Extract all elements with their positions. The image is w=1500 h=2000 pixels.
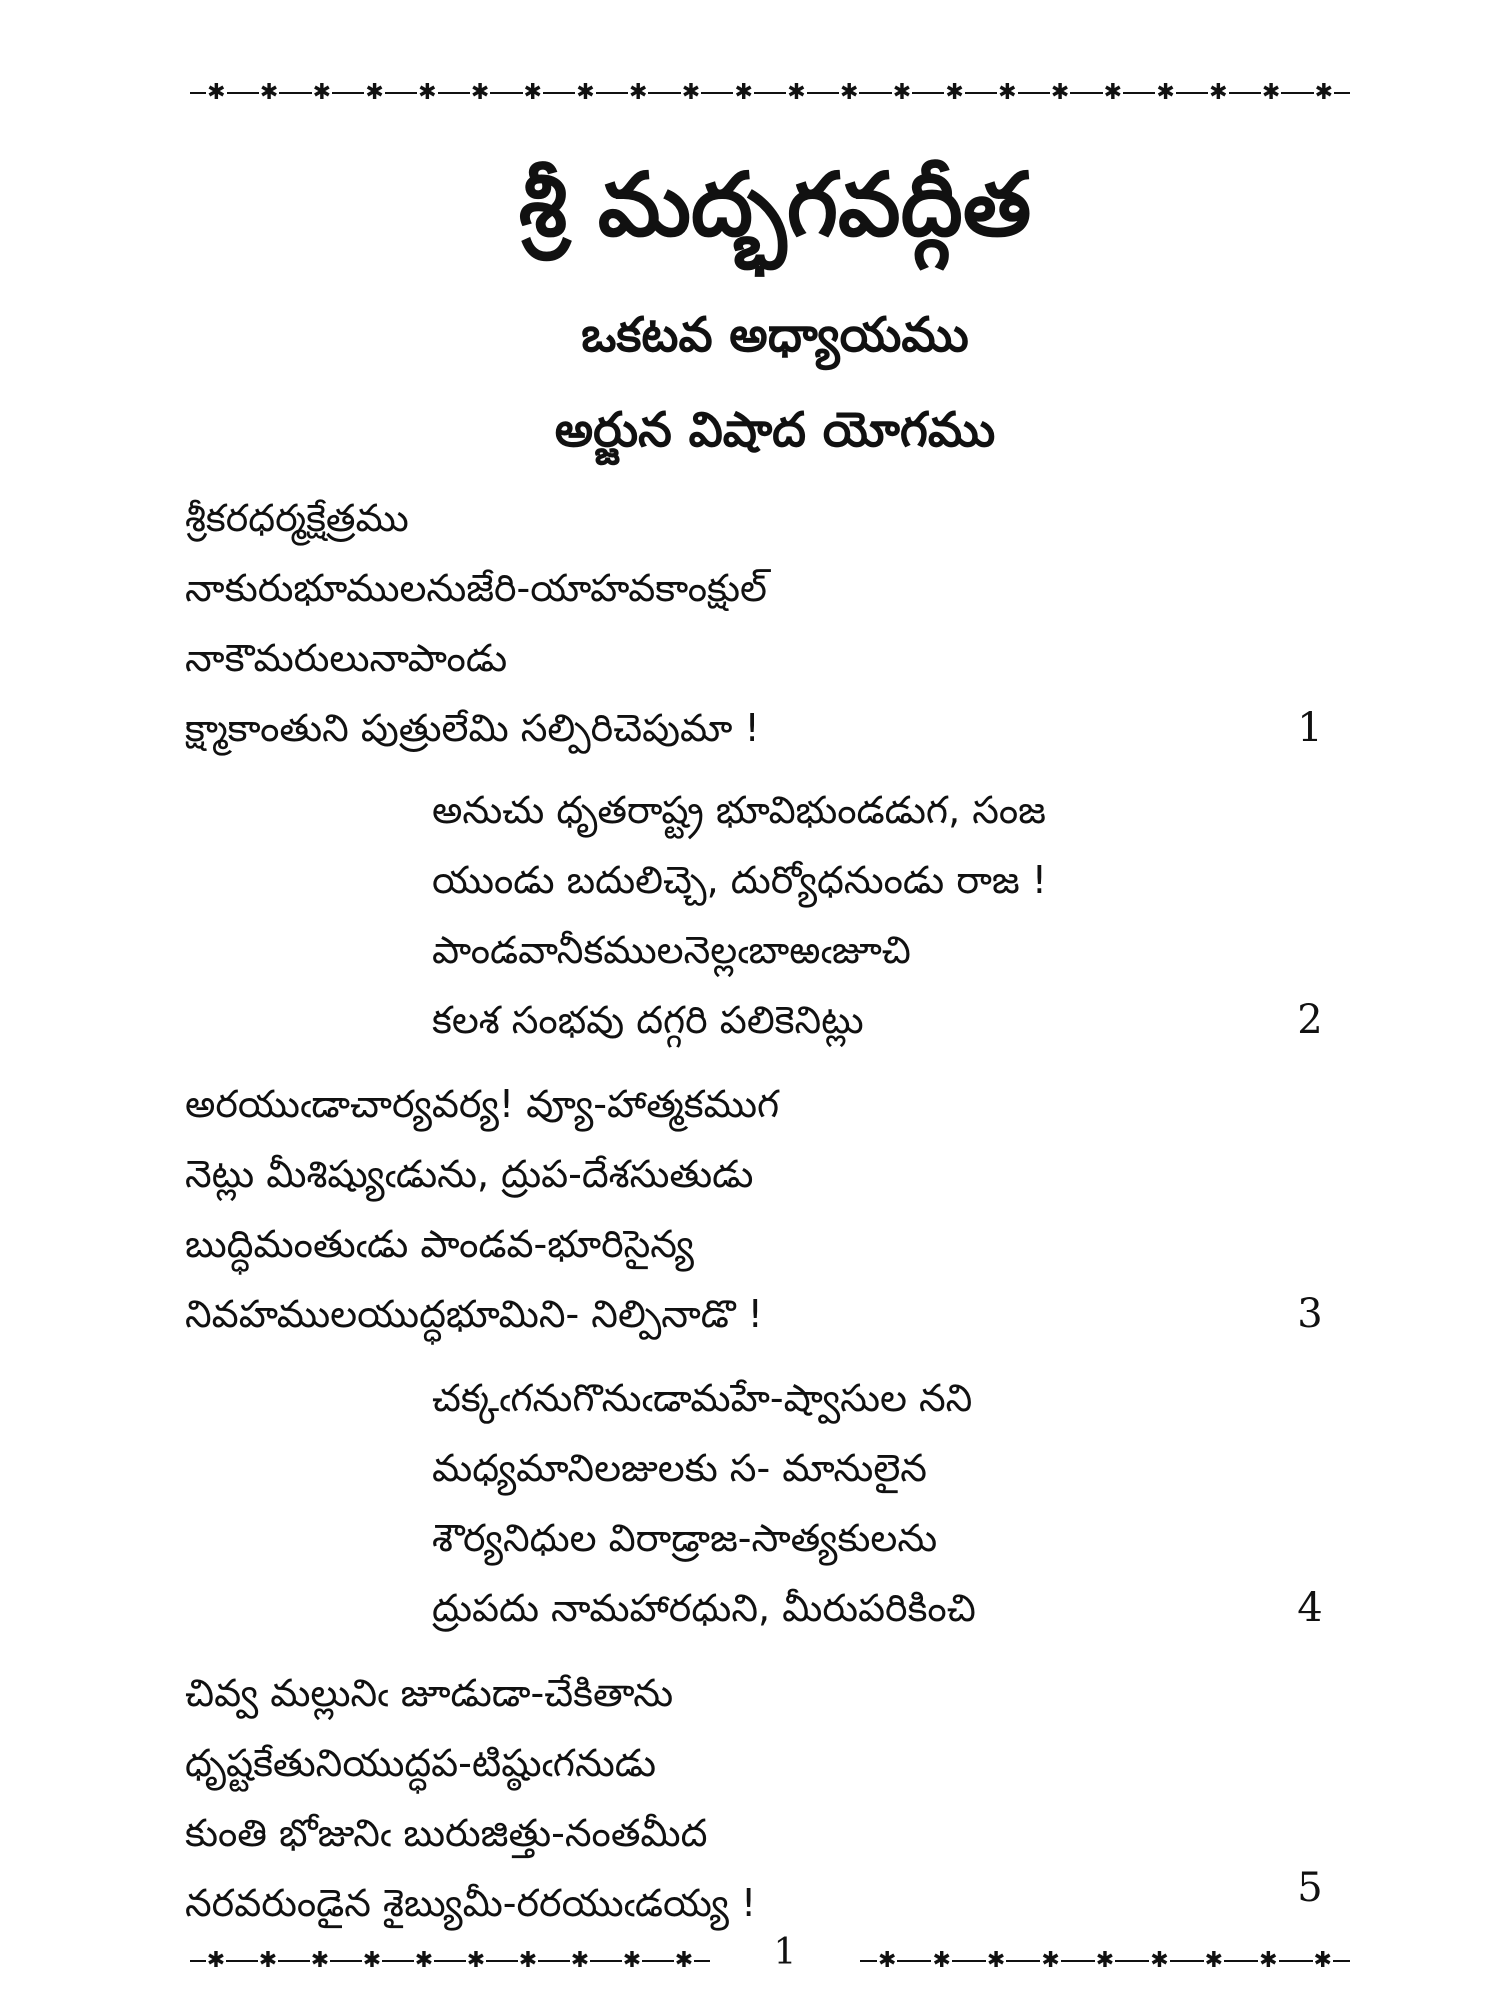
border-ornament-icon: ✱ (259, 80, 279, 105)
verse-line: నాకురుభూములనుజేరి-యాహవకాంక్షుల్ (185, 566, 767, 610)
chapter-number-heading: ఒకటవ అధ్యాయము (581, 307, 969, 363)
page-title: శ్రీ మద్భగవద్గీత (518, 153, 1032, 256)
verse-line: చక్కఁగనుగొనుఁడామహే-ష్వాసుల నని (432, 1376, 973, 1420)
verse-line: నరవరుండైన శైబ్యుమీ-రరయుఁడయ్య ! (185, 1881, 757, 1925)
border-ornament-icon: ✱ (1103, 80, 1123, 105)
border-ornament-icon: ✱ (312, 80, 332, 105)
border-ornament-icon: ✱ (576, 80, 595, 105)
border-ornament-icon: ✱ (1313, 1948, 1332, 1973)
verse-line: నివహములయుద్ధభూమిని- నిల్పినాడొ ! (185, 1292, 763, 1336)
verse-line: నెట్లు మీశిష్యుఁడును, ద్రుప-దేశసుతుడు (185, 1152, 754, 1196)
border-ornament-icon: ✱ (1259, 1948, 1278, 1973)
border-ornament-icon: ✱ (518, 1948, 538, 1973)
verse-line: మధ్యమానిలజులకు స- మానులైన (432, 1446, 927, 1490)
verse-line: కుంతి భోజునిఁ బురుజిత్తు-నంతమీద (185, 1811, 708, 1855)
border-ornament-icon: ✱ (466, 1948, 486, 1973)
verse-number: 4 (1297, 1585, 1323, 1631)
verse-line: అరయుఁడాచార్యవర్య! వ్యూ-హాత్మకముగ (185, 1082, 780, 1126)
verse-line: నాకౌమరులునాపాండు (185, 636, 508, 680)
verse-line: ధృష్టకేతునియుద్ధప-టిష్ఠుఁగనుడు (185, 1741, 657, 1785)
border-ornament-icon: ✱ (418, 80, 437, 105)
border-ornament-icon: ✱ (1209, 80, 1228, 105)
border-ornament-icon: ✱ (629, 80, 648, 105)
verse-line: చివ్వ మల్లునిఁ జూడుడా-చేకితాను (185, 1671, 674, 1715)
bottom-left-decorative-border (190, 1948, 710, 1974)
border-ornament-icon: ✱ (1150, 1948, 1169, 1973)
border-ornament-icon: ✱ (622, 1948, 642, 1973)
top-decorative-border (190, 80, 1350, 106)
verse-line: శ్రీకరధర్మక్షేత్రము (185, 496, 409, 540)
border-ornament-icon: ✱ (878, 1948, 897, 1973)
verse-line: కలశ సంభవు దగ్గరి పలికెనిట్లు (432, 998, 864, 1042)
border-ornament-icon: ✱ (258, 1948, 278, 1973)
border-ornament-icon: ✱ (1261, 80, 1281, 105)
border-ornament-icon: ✱ (892, 80, 912, 105)
border-ornament-icon: ✱ (1204, 1948, 1224, 1973)
verse-line: ద్రుపదు నామహారధుని, మీరుపరికించి (432, 1586, 976, 1630)
border-ornament-icon: ✱ (365, 80, 384, 105)
border-ornament-icon: ✱ (932, 1948, 951, 1973)
chapter-name-heading: అర్జున విషాద యోగము (554, 402, 996, 458)
border-ornament-icon: ✱ (1314, 80, 1333, 105)
border-ornament-icon: ✱ (945, 80, 964, 105)
border-ornament-icon: ✱ (1050, 80, 1070, 105)
border-ornament-icon: ✱ (1041, 1948, 1060, 1973)
border-ornament-icon: ✱ (523, 80, 542, 105)
border-ornament-icon: ✱ (839, 80, 859, 105)
verse-number: 1 (1297, 705, 1323, 751)
border-ornament-icon: ✱ (470, 80, 490, 105)
border-ornament-icon: ✱ (1156, 80, 1175, 105)
verse-number: 2 (1297, 997, 1323, 1043)
border-ornament-icon: ✱ (362, 1948, 382, 1973)
border-ornament-icon: ✱ (998, 80, 1017, 105)
verse-line: శౌర్యనిధుల విరాడ్రాజ-సాత్యకులను (432, 1516, 938, 1560)
verse-line: బుద్ధిమంతుఁడు పాండవ-భూరిసైన్య (185, 1222, 694, 1266)
border-ornament-icon: ✱ (674, 1948, 694, 1973)
verse-line: యుండు బదులిచ్చె, దుర్యోధనుండు రాజ ! (432, 858, 1047, 902)
border-ornament-icon: ✱ (570, 1948, 590, 1973)
verse-line: క్ష్మాకాంతుని పుత్రులేమి సల్పిరిచెపుమా ! (185, 706, 760, 750)
page-number: 1 (773, 1932, 797, 1973)
border-ornament-icon: ✱ (414, 1948, 434, 1973)
border-ornament-icon: ✱ (734, 80, 753, 105)
verse-line: పాండవానీకములనెల్లఁబాఱఁజూచి (432, 928, 911, 972)
border-ornament-icon: ✱ (206, 1948, 226, 1973)
verse-line: అనుచు ధృతరాష్ట్ర భూవిభుండడుగ, సంజ (432, 788, 1046, 832)
border-ornament-icon: ✱ (787, 80, 806, 105)
verse-number: 3 (1297, 1291, 1323, 1337)
bottom-right-decorative-border (860, 1948, 1350, 1974)
border-ornament-icon: ✱ (986, 1948, 1006, 1973)
verse-number: 5 (1297, 1865, 1323, 1911)
border-ornament-icon: ✱ (310, 1948, 330, 1973)
border-ornament-icon: ✱ (207, 80, 226, 105)
border-ornament-icon: ✱ (1095, 1948, 1115, 1973)
border-ornament-icon: ✱ (681, 80, 701, 105)
